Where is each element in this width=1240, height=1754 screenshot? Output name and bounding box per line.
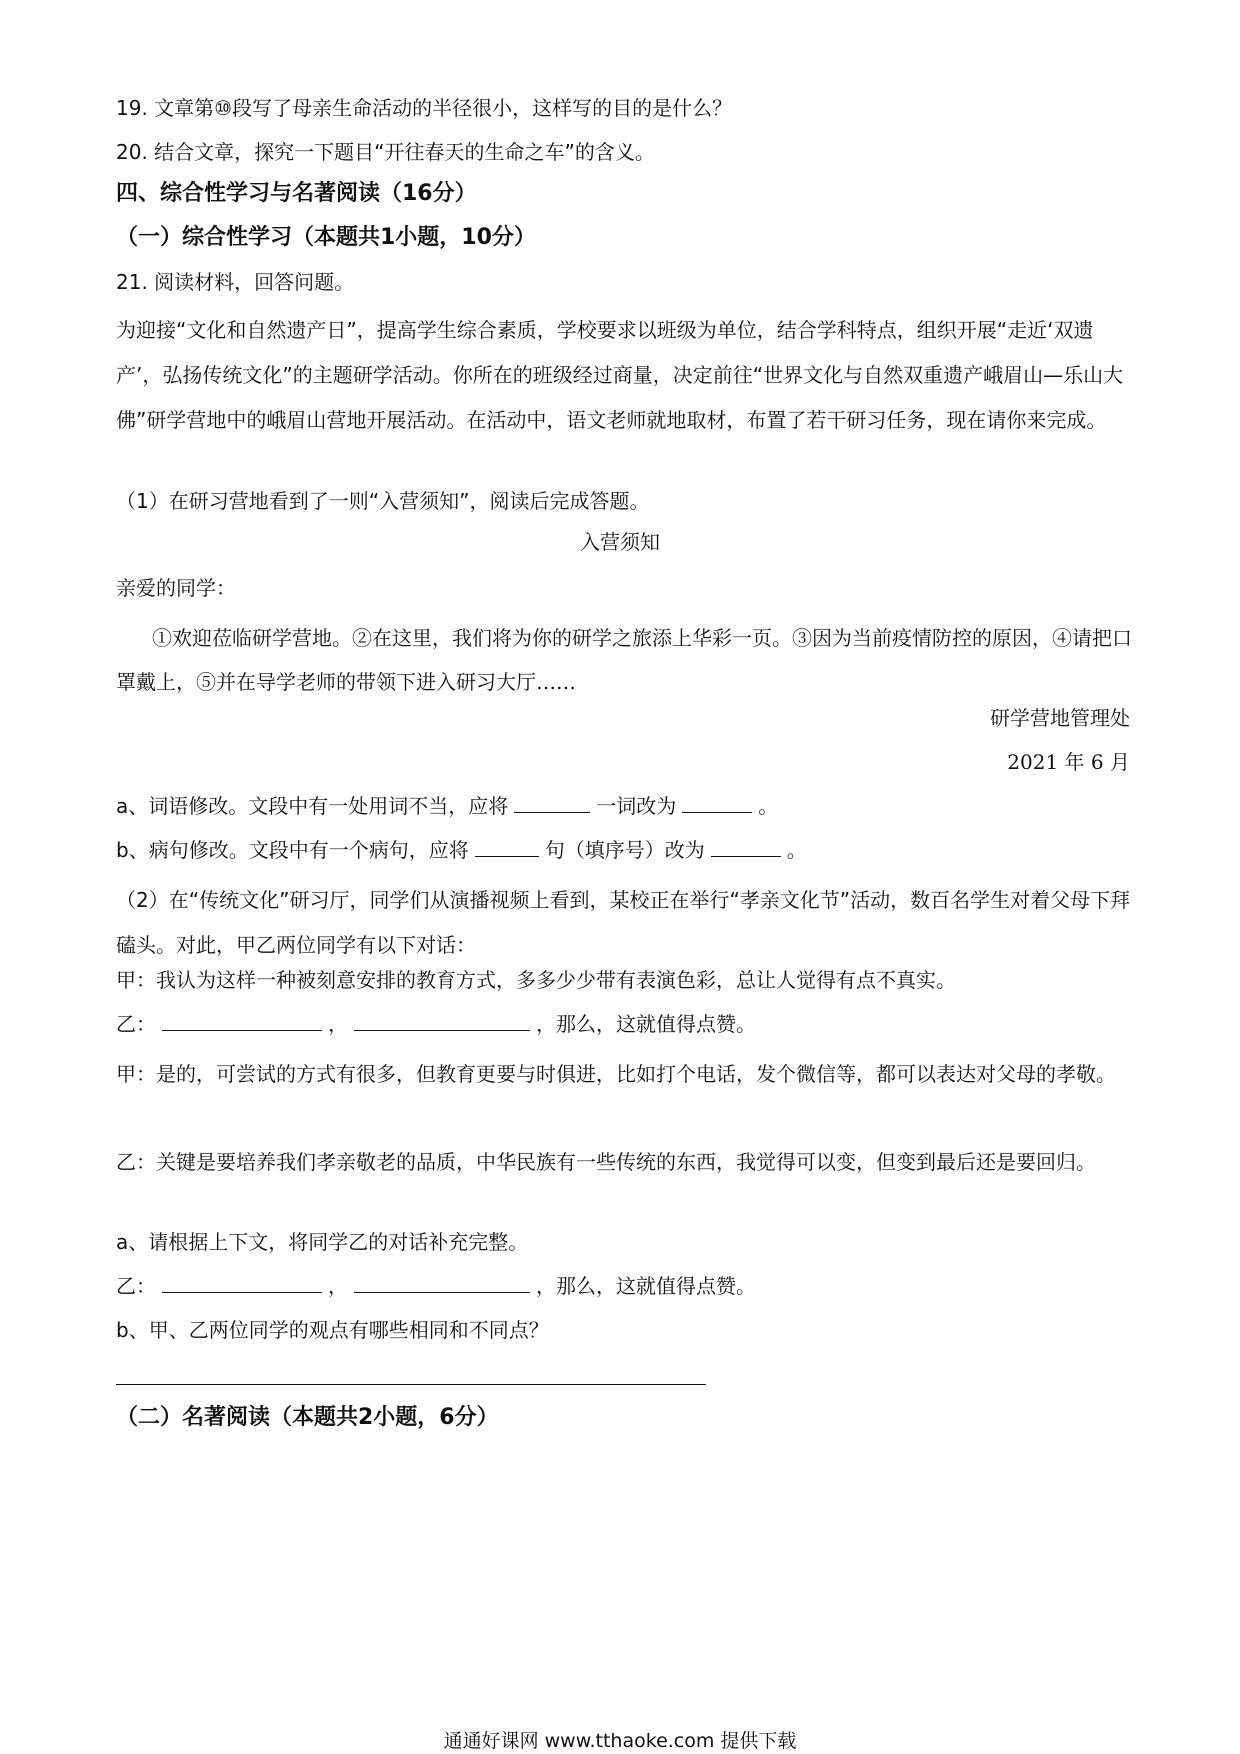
notice-signature: 研学营地管理处: [990, 706, 1130, 730]
material-paragraph: 为迎接“文化和自然遗产日”，提高学生综合素质，学校要求以班级为单位，结合学科特点，组织开展“走近‘双遗产’，弘扬传统文化”的主题研学活动。你所在的班级经过商量，决定前往“世界文化与自然双重遗产峨眉山—乐山大佛”研学营地中的峨眉山营地开展活动。在活动中，语文老师就地取材，布置了若干研习任务，现在请你来完成。: [116, 318, 1124, 432]
speaker-label: 乙：: [116, 1012, 156, 1036]
answer-blank[interactable]: [162, 1272, 322, 1293]
dialogue-yi-blank: [116, 1010, 756, 1038]
task-1b-text: 句（填序号）改为: [544, 838, 705, 862]
answer-rule[interactable]: [116, 1384, 706, 1385]
question-20: 20. 结合文章，探究一下题目“开往春天的生命之车”的含义。: [116, 140, 655, 164]
section-heading: 四、综合性学习与名著阅读（16分）: [116, 181, 477, 206]
task-1-prompt: （1）在研习营地看到了一则“入营须知”，阅读后完成答题。: [116, 489, 650, 513]
task-1a: [116, 792, 778, 820]
task-2a: a、请根据上下文，将同学乙的对话补充完整。: [116, 1230, 529, 1254]
task-1b-text: b、病句修改。文段中有一个病句，应将: [116, 838, 469, 862]
dialogue-jia-1: 甲：我认为这样一种被刻意安排的教育方式，多多少少带有表演色彩，总让人觉得有点不真实。: [116, 968, 956, 992]
task-2-prompt: （2）在“传统文化”研习厅，同学们从演播视频上看到，某校正在举行“孝亲文化节”活动，数百名学生对着父母下拜磕头。对此，甲乙两位同学有以下对话：: [116, 888, 1131, 957]
speaker-label: 乙：: [116, 1274, 156, 1298]
subsection-heading: （一）综合性学习（本题共1小题，10分）: [116, 225, 536, 250]
page-footer: 通通好课网 www.tthaoke.com 提供下载: [443, 1730, 797, 1752]
task-1a-text: 一词改为: [596, 794, 677, 818]
answer-blank[interactable]: [514, 792, 590, 813]
dialogue-yi-2: 乙：关键是要培养我们孝亲敬老的品质，中华民族有一些传统的东西，我觉得可以变，但变到最后还是要回归。: [116, 1150, 1096, 1174]
notice-title: 入营须知: [580, 530, 660, 554]
comma-text: ，: [328, 1012, 348, 1036]
subsection-heading-2: （二）名著阅读（本题共2小题，6分）: [116, 1405, 499, 1430]
task-1a-text: 。: [758, 794, 779, 818]
question-19: 19. 文章第⑩段写了母亲生命活动的半径很小，这样写的目的是什么？: [116, 96, 733, 120]
answer-blank[interactable]: [354, 1272, 530, 1293]
dialogue-yi-end: ，那么，这就值得点赞。: [536, 1274, 756, 1298]
notice-salutation: 亲爱的同学：: [116, 576, 236, 600]
task-2b: b、甲、乙两位同学的观点有哪些相同和不同点？: [116, 1318, 549, 1342]
task-1b-text: 。: [786, 838, 807, 862]
notice-body: ①欢迎莅临研学营地。②在这里，我们将为你的研学之旅添上华彩一页。③因为当前疫情防控的原因，④请把口罩戴上，⑤并在导学老师的带领下进入研习大厅……: [116, 626, 1132, 694]
answer-blank[interactable]: [162, 1010, 322, 1031]
task-1b: [116, 836, 807, 864]
task-1a-text: a、词语修改。文段中有一处用词不当，应将: [116, 794, 509, 818]
answer-blank[interactable]: [354, 1010, 530, 1031]
answer-blank[interactable]: [711, 836, 781, 857]
question-21: 21. 阅读材料，回答问题。: [116, 270, 355, 294]
dialogue-jia-2: 甲：是的，可尝试的方式有很多，但教育更要与时俱进，比如打个电话，发个微信等，都可以表达对父母的孝敬。: [116, 1062, 1116, 1086]
answer-blank[interactable]: [682, 792, 752, 813]
answer-line-yi: [116, 1272, 756, 1300]
dialogue-yi-end: ，那么，这就值得点赞。: [536, 1012, 756, 1036]
answer-blank[interactable]: [475, 836, 539, 857]
comma-text: ，: [328, 1274, 348, 1298]
notice-date: 2021 年 6 月: [1007, 750, 1130, 774]
